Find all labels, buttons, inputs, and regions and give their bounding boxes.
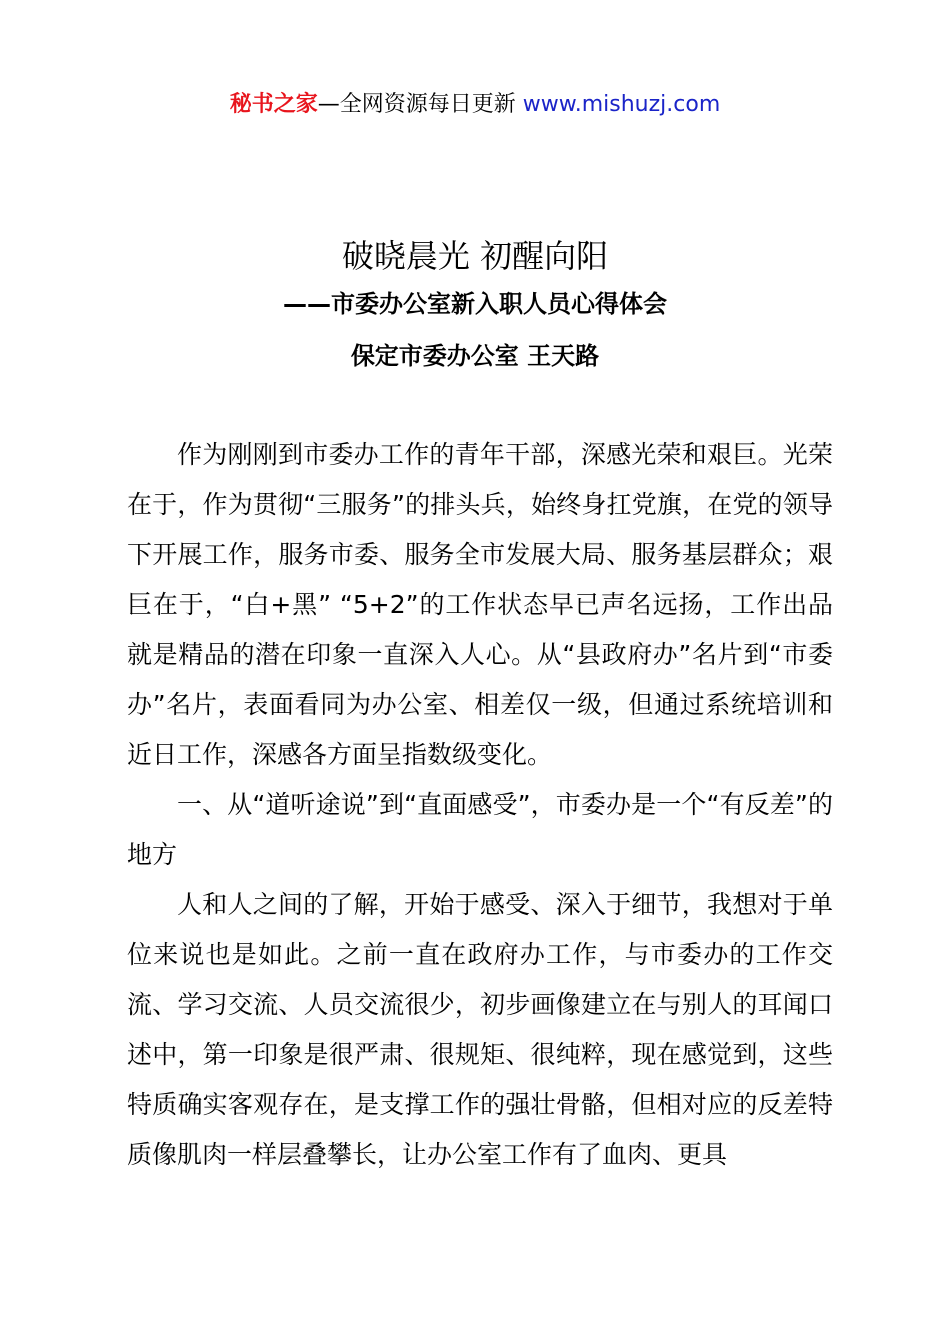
paragraph-intro: 作为刚刚到市委办工作的青年干部，深感光荣和艰巨。光荣在于，作为贯彻“三服务”的排头兵，始终身扛党旗，在党的领导下开展工作，服务市委、服务全市发展大局、服务基层群众；艰巨在于，“白+黑” “5+2”的工作状态早已声名远扬，工作出品就是精品的潜在印象一直深入人心。从“县政府办”名片到“市委办”名片，表面看同为办公室、相差仅一级，但通过系统培训和近日工作，深感各方面呈指数级变化。 [127,440,833,769]
article-subtitle: ——市委办公室新入职人员心得体会 [283,290,667,318]
article-title: 破晓晨光 初醒向阳 [341,237,609,275]
header-slogan: —全网资源每日更新 [317,92,523,117]
paragraph-section-1: 人和人之间的了解，开始于感受、深入于细节，我想对于单位来说也是如此。之前一直在政府办工作，与市委办的工作交流、学习交流、人员交流很少，初步画像建立在与别人的耳闻口述中，第一印象是很严肃、很规矩、很纯粹，现在感觉到，这些特质确实客观存在，是支撑工作的强壮骨骼，但相对应的反差特质像肌肉一样层叠攀长，让办公室工作有了血肉、更具 [127,890,833,1169]
article-body [127,430,833,1180]
article-author: 保定市委办公室 王天路 [350,342,600,370]
section-heading-1: 一、从“道听途说”到“直面感受”，市委办是一个“有反差”的地方 [127,790,833,869]
website-url[interactable]: www.mishuzj.com [522,92,721,117]
site-header [0,88,950,122]
brand-name: 秘书之家 [229,92,318,117]
